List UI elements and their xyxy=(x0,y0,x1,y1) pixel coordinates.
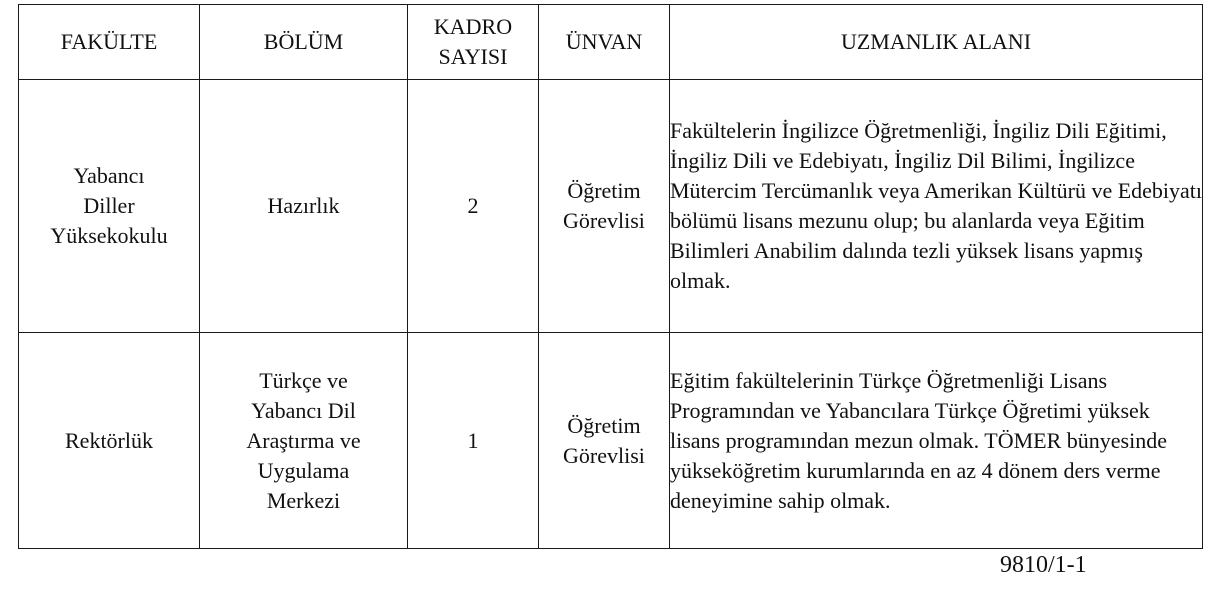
header-department: BÖLÜM xyxy=(200,5,408,80)
cell-line: Görevlisi xyxy=(563,208,645,233)
cell-faculty xyxy=(19,333,200,549)
cell-line: Diller xyxy=(83,193,135,218)
cell-line: Görevlisi xyxy=(563,442,645,468)
cell-count: 1 xyxy=(408,333,539,549)
header-kadro-count xyxy=(408,5,539,80)
cell-line: Rektörlük xyxy=(65,427,153,453)
header-specialization: UZMANLIK ALANI xyxy=(670,5,1203,80)
table-header-row xyxy=(19,5,1203,80)
cell-faculty xyxy=(19,80,200,333)
header-kadro-line1: KADRO xyxy=(433,14,513,39)
cell-line: Hazırlık xyxy=(267,193,340,218)
header-title: ÜNVAN xyxy=(539,5,670,80)
cell-specialization: Eğitim fakültelerinin Türkçe Öğretmenliği Lisans Programından ve Yabancılara Türkçe Öğretimi yüksek lisans programından mezun olmak. TÖMER bünyesinde yükseköğretim kurumlarında en az 4 dönem ders verme deneyimine sahip olmak. xyxy=(670,333,1203,549)
table-row xyxy=(19,333,1203,549)
table-row xyxy=(19,80,1203,333)
cell-specialization: Fakültelerin İngilizce Öğretmenliği, İngiliz Dili Eğitimi, İngiliz Dili ve Edebiyatı, İngiliz Dil Bilimi, İngilizce Mütercim Tercümanlık veya Amerikan Kültürü ve Edebiyatı bölümü lisans mezunu olup; bu alanlarda veya Eğitim Bilimleri Anabilim dalında tezli yüksek lisans yapmış olmak. xyxy=(670,80,1203,333)
cell-department xyxy=(200,80,408,333)
staff-position-table xyxy=(18,4,1203,549)
cell-line: Uygulama xyxy=(257,457,350,483)
cell-title xyxy=(539,333,670,549)
cell-title xyxy=(539,80,670,333)
cell-line: Türkçe ve xyxy=(259,367,348,393)
header-kadro-line2: SAYISI xyxy=(438,44,508,69)
cell-count: 2 xyxy=(408,80,539,333)
cell-line: Yüksekokulu xyxy=(50,223,168,248)
header-faculty: FAKÜLTE xyxy=(19,5,200,80)
cell-department xyxy=(200,333,408,549)
cell-line: Araştırma ve xyxy=(246,427,361,453)
cell-line: Yabancı Dil xyxy=(251,397,356,423)
cell-line: Merkezi xyxy=(266,487,341,513)
cell-line: Öğretim xyxy=(567,412,641,438)
cell-line: Yabancı xyxy=(73,163,145,188)
document-code: 9810/1-1 xyxy=(1000,552,1087,578)
cell-line: Öğretim xyxy=(567,178,641,203)
